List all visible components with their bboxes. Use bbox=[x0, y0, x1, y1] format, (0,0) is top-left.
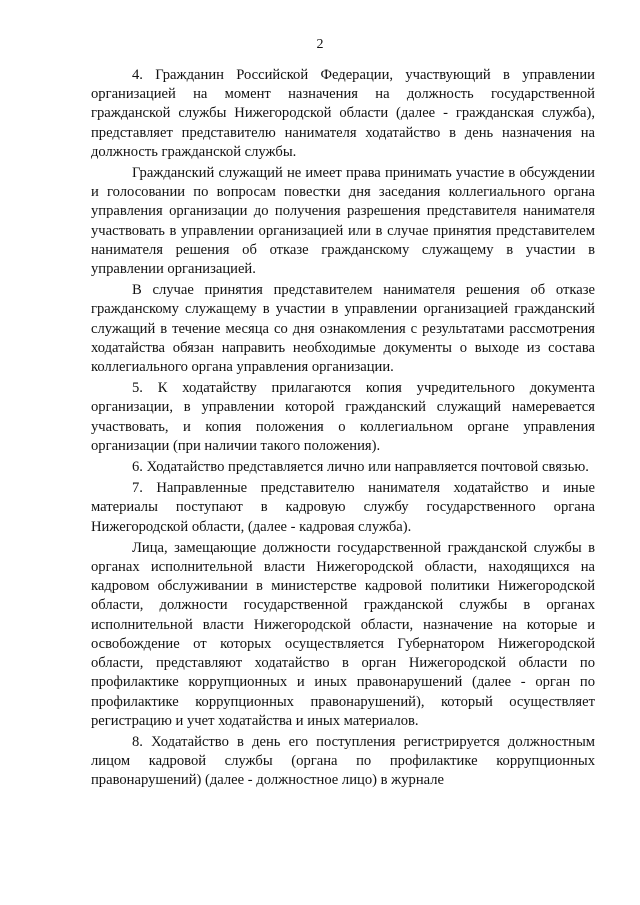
paragraph-participation-restriction: Гражданский служащий не имеет права принимать участие в обсуждении и голосовании по вопросам повестки дня заседания коллегиального органа управления организации до получения разрешения представителя нанимателя участвовать в управлении организацией или в случае принятия представителем нанимателя решения об отказе гражданскому служащему в участии в управлении организацией. bbox=[91, 165, 595, 278]
paragraph-refusal-case: В случае принятия представителем нанимателя решения об отказе гражданскому служащему в участии в управлении организацией гражданский служащий в течение месяца со дня ознакомления с результатами рассмотрения ходатайства обязан направить необходимые документы о выходе из состава коллегиального органа управления организации. bbox=[91, 282, 595, 376]
page-number: 2 bbox=[316, 37, 324, 52]
document-body bbox=[91, 66, 595, 791]
paragraph-item-7: 7. Направленные представителю нанимателя ходатайство и иные материалы поступают в кадровую службу государственного органа Нижегородской области, (далее - кадровая служба). bbox=[91, 480, 595, 535]
paragraph-item-8: 8. Ходатайство в день его поступления регистрируется должностным лицом кадровой службы (органа по профилактике коррупционных правонарушений) (далее - должностное лицо) в журнале bbox=[91, 733, 595, 789]
paragraph-item-6: 6. Ходатайство представляется лично или направляется почтовой связью. bbox=[132, 459, 589, 476]
paragraph-persons-holding-positions: Лица, замещающие должности государственной гражданской службы в органах исполнительной власти Нижегородской области, находящихся на кадровом обслуживании в министерстве кадровой политики Нижегородской области, должности государственной гражданской службы в органах исполнительной власти Нижегородской области, назначение на которые и освобождение от которых осуществляется Губернатором Нижегородской области, представляют ходатайство в орган Нижегородской области по профилактике коррупционных и иных правонарушений (далее - орган по профилактике коррупционных правонарушений), который осуществляет регистрацию и учет ходатайства и иных материалов. bbox=[91, 539, 595, 729]
paragraph-item-4: 4. Гражданин Российской Федерации, участвующий в управлении организацией на момент назначения на должность государственной гражданской службы Нижегородской области (далее - гражданская служба), представляет представителю нанимателя ходатайство в день назначения на должность гражданской службы. bbox=[91, 67, 595, 160]
paragraph-item-5: 5. К ходатайству прилагаются копия учредительного документа организации, в управлении которой гражданский служащий намеревается участвовать, и копия положения о коллегиальном органе управления организации (при наличии такого положения). bbox=[91, 380, 595, 454]
